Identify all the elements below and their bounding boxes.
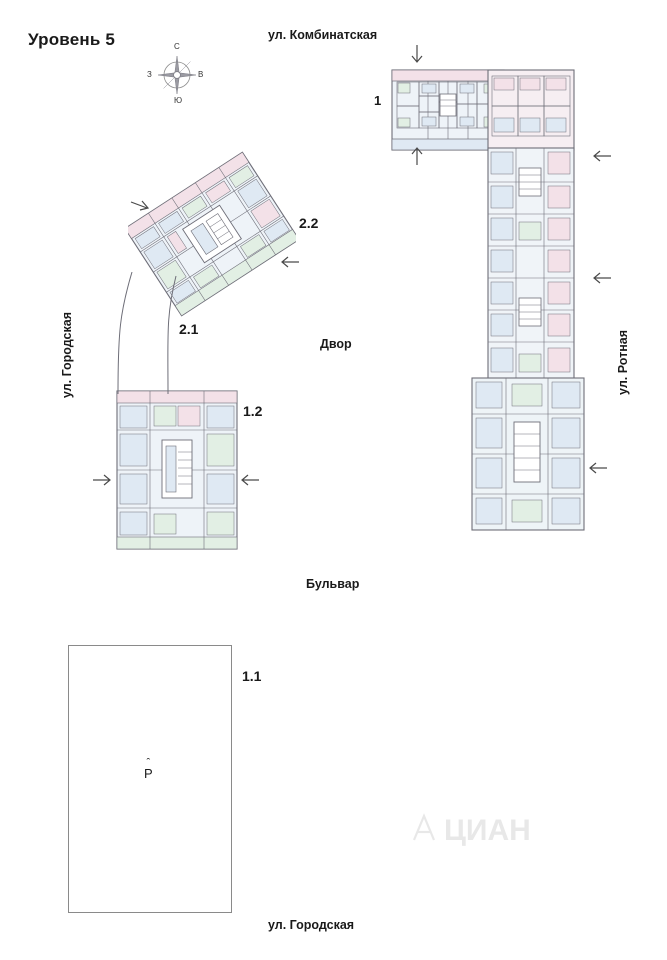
- watermark-cian: [398, 806, 578, 852]
- parking-marker-label: Р: [144, 766, 153, 781]
- entrance-arrow-section4: [588, 461, 608, 480]
- building-block-1-2[interactable]: [114, 388, 240, 552]
- courtyard-label: Двор: [320, 337, 352, 351]
- street-label-rotnaya: ул. Ротная: [616, 330, 630, 395]
- compass-north-label: С: [174, 42, 180, 51]
- compass-east-label: В: [198, 70, 204, 79]
- compass-south-label: Ю: [174, 96, 183, 105]
- street-label-kombinatskaya: ул. Комбинатская: [268, 28, 378, 42]
- compass-west-label: З: [147, 70, 152, 79]
- section-label-2-2: 2.2: [299, 215, 319, 231]
- building-block-right[interactable]: [388, 62, 590, 537]
- connector-lines: [108, 272, 204, 398]
- street-label-gorodskaya-bottom: ул. Городская: [268, 918, 355, 932]
- entrance-arrow-block1-2-right: [240, 473, 260, 492]
- svg-text:ЦИАН: ЦИАН: [444, 814, 531, 847]
- entrance-arrow-block1-2-left: [92, 473, 112, 492]
- section-label-2-1: 2.1: [179, 321, 199, 337]
- entrance-arrow-section3: [592, 271, 612, 290]
- entrance-arrow-top: [410, 44, 424, 69]
- parking-marker: ˆ Р: [144, 757, 153, 781]
- entrance-arrow-block2-left: [130, 198, 150, 217]
- entrance-arrow-section1-bottom: [410, 146, 424, 171]
- street-label-gorodskaya-left: ул. Городская: [60, 312, 74, 399]
- page-title: Уровень 5: [28, 30, 116, 49]
- section-label-1-1: 1.1: [242, 668, 262, 684]
- entrance-arrow-block2-right: [280, 255, 300, 274]
- section-label-1-2: 1.2: [243, 403, 263, 419]
- compass-rose: [146, 44, 208, 106]
- entrance-arrow-section2: [592, 149, 612, 168]
- street-label-bulvar: Бульвар: [306, 577, 360, 591]
- section-label-1: 1: [374, 93, 382, 108]
